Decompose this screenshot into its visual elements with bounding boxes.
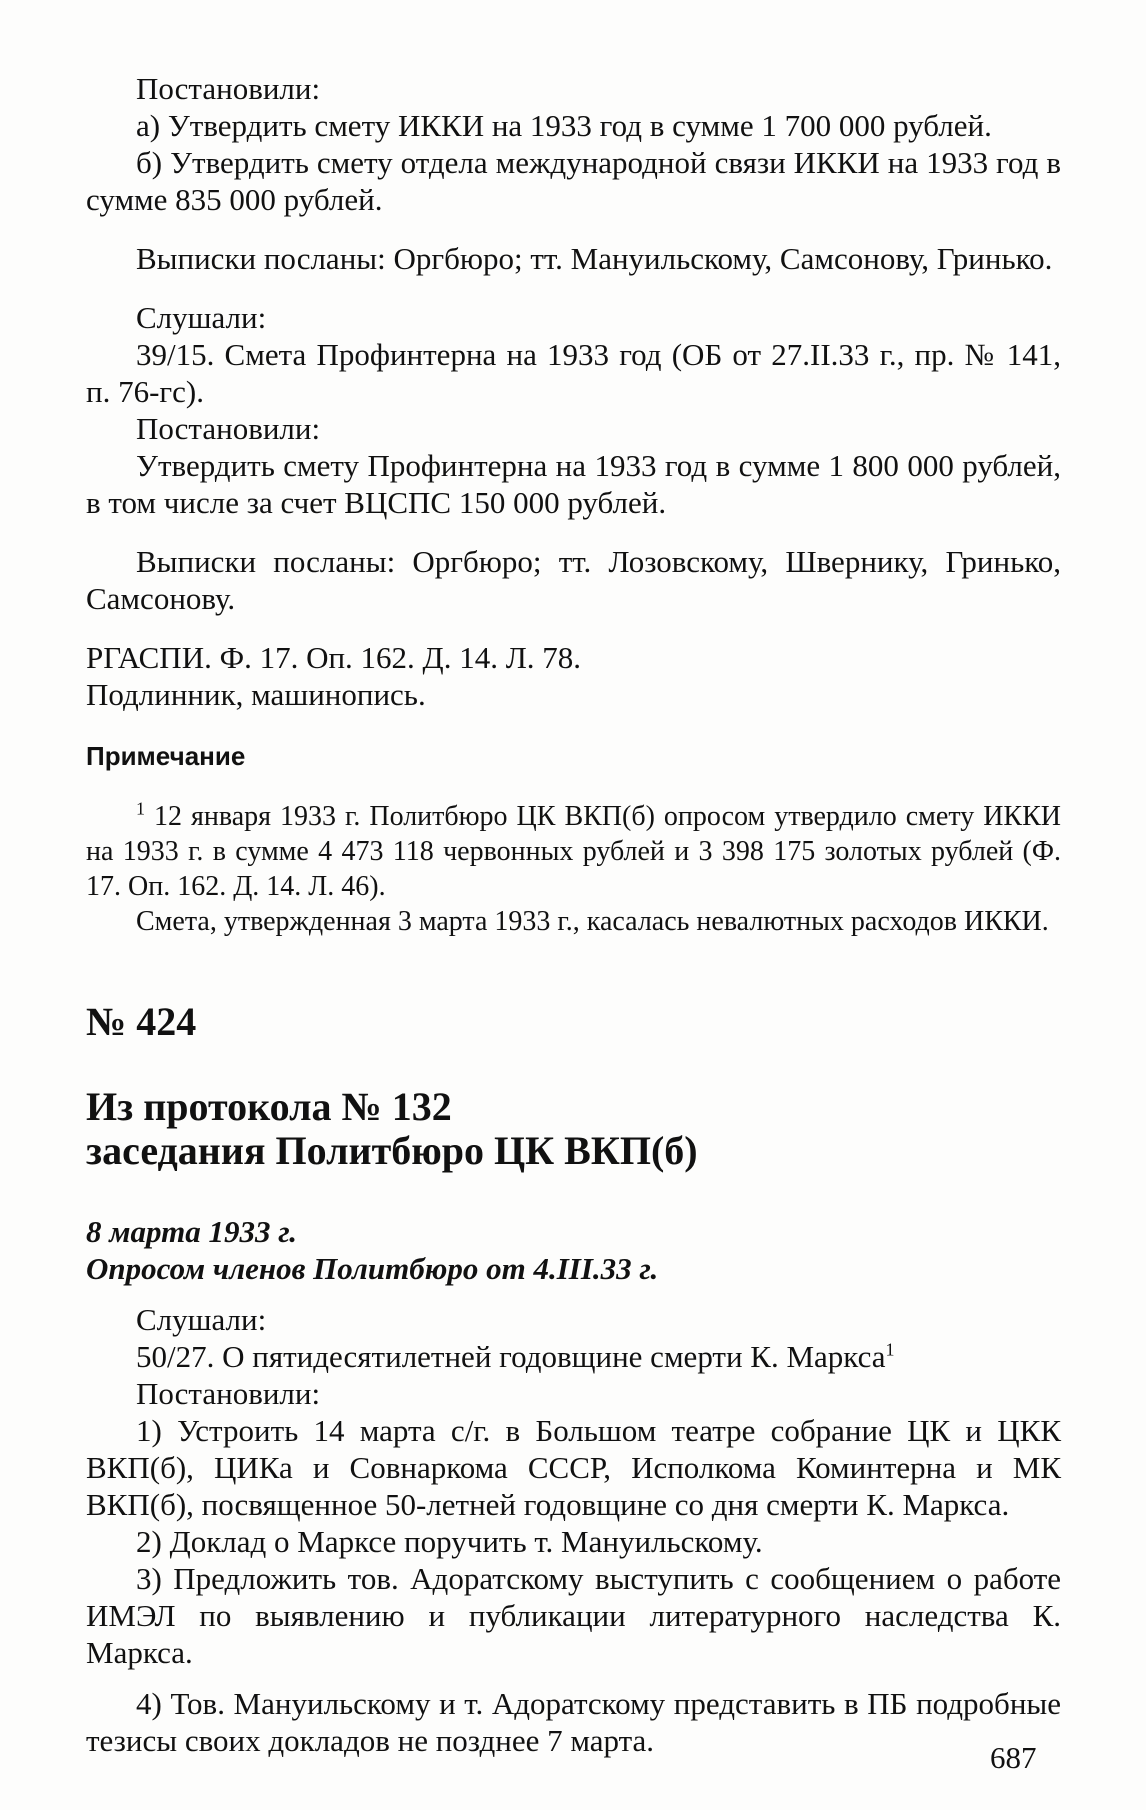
heard-marker: 1: [885, 1339, 895, 1360]
resolved-label: Постановили:: [136, 71, 321, 106]
point-3: 3) Предложить тов. Адоратскому выступить с сообщением о работе ИМЭЛ по выявлению и публикации литературного наследства К. Маркса.: [86, 1561, 1061, 1670]
resolution-item-b: б) Утвердить смету отдела международной связи ИККИ на 1933 год в сумме 835 000 рублей.: [86, 145, 1061, 217]
resolved-label: Постановили:: [136, 1376, 321, 1411]
point-4: 4) Тов. Мануильскому и т. Адоратскому представить в ПБ подробные тезисы своих докладов не позднее 7 марта.: [86, 1686, 1061, 1758]
heard-label: Слушали:: [136, 300, 267, 335]
resolution-item-a: а) Утвердить смету ИККИ на 1933 год в сумме 1 700 000 рублей.: [136, 108, 992, 143]
note-marker: 1: [136, 798, 145, 819]
note-text-2: Смета, утвержденная 3 марта 1933 г., касалась невалютных расходов ИККИ.: [136, 906, 1049, 937]
page-content: [86, 70, 1061, 1759]
title-line-1: Из протокола № 132: [86, 1084, 452, 1129]
point-2: 2) Доклад о Марксе поручить т. Мануильскому.: [136, 1524, 763, 1559]
archive-reference: РГАСПИ. Ф. 17. Оп. 162. Д. 14. Л. 78.: [86, 640, 581, 675]
document-number: № 424: [86, 999, 197, 1044]
document-title: [86, 1085, 1061, 1173]
heard-text: 50/27. О пятидесятилетней годовщине смерти К. Маркса$^1$: [136, 1339, 895, 1374]
note-text-1: $^1$ 12 января 1933 г. Политбюро ЦК ВКП(б) опросом утвердило смету ИККИ на 1933 г. в сумме 4 473 118 червонных рублей и 3 398 175 золотых рублей (Ф. 17. Оп. 162. Д. 14. Л. 46).: [86, 798, 1061, 902]
document-type: Подлинник, машинопись.: [86, 677, 426, 712]
poll-line: Опросом членов Политбюро от 4.III.33 г.: [86, 1251, 659, 1286]
note-heading: Примечание: [86, 741, 246, 771]
resolved-text: Утвердить смету Профинтерна на 1933 год в сумме 1 800 000 рублей, в том числе за счет ВЦСПС 150 000 рублей.: [86, 448, 1061, 520]
extracts-sent: Выписки посланы: Оргбюро; тт. Лозовскому, Швернику, Гринько, Самсонову.: [86, 544, 1061, 616]
heard-text: 39/15. Смета Профинтерна на 1933 год (ОБ от 27.II.33 г., пр. № 141, п. 76-гс).: [86, 337, 1061, 409]
heard-label: Слушали:: [136, 1302, 267, 1337]
resolved-label: Постановили:: [136, 411, 321, 446]
extracts-sent: Выписки посланы: Оргбюро; тт. Мануильскому, Самсонову, Гринько.: [136, 241, 1053, 276]
title-line-2: заседания Политбюро ЦК ВКП(б): [86, 1128, 698, 1173]
page-number: 687: [990, 1740, 1037, 1775]
document-date: 8 марта 1933 г.: [86, 1214, 297, 1249]
point-1: 1) Устроить 14 марта с/г. в Большом театре собрание ЦК и ЦКК ВКП(б), ЦИКа и Совнаркома СССР, Исполкома Коминтерна и МК ВКП(б), посвященное 50-летней годовщине со дня смерти К. Маркса.: [86, 1413, 1061, 1522]
